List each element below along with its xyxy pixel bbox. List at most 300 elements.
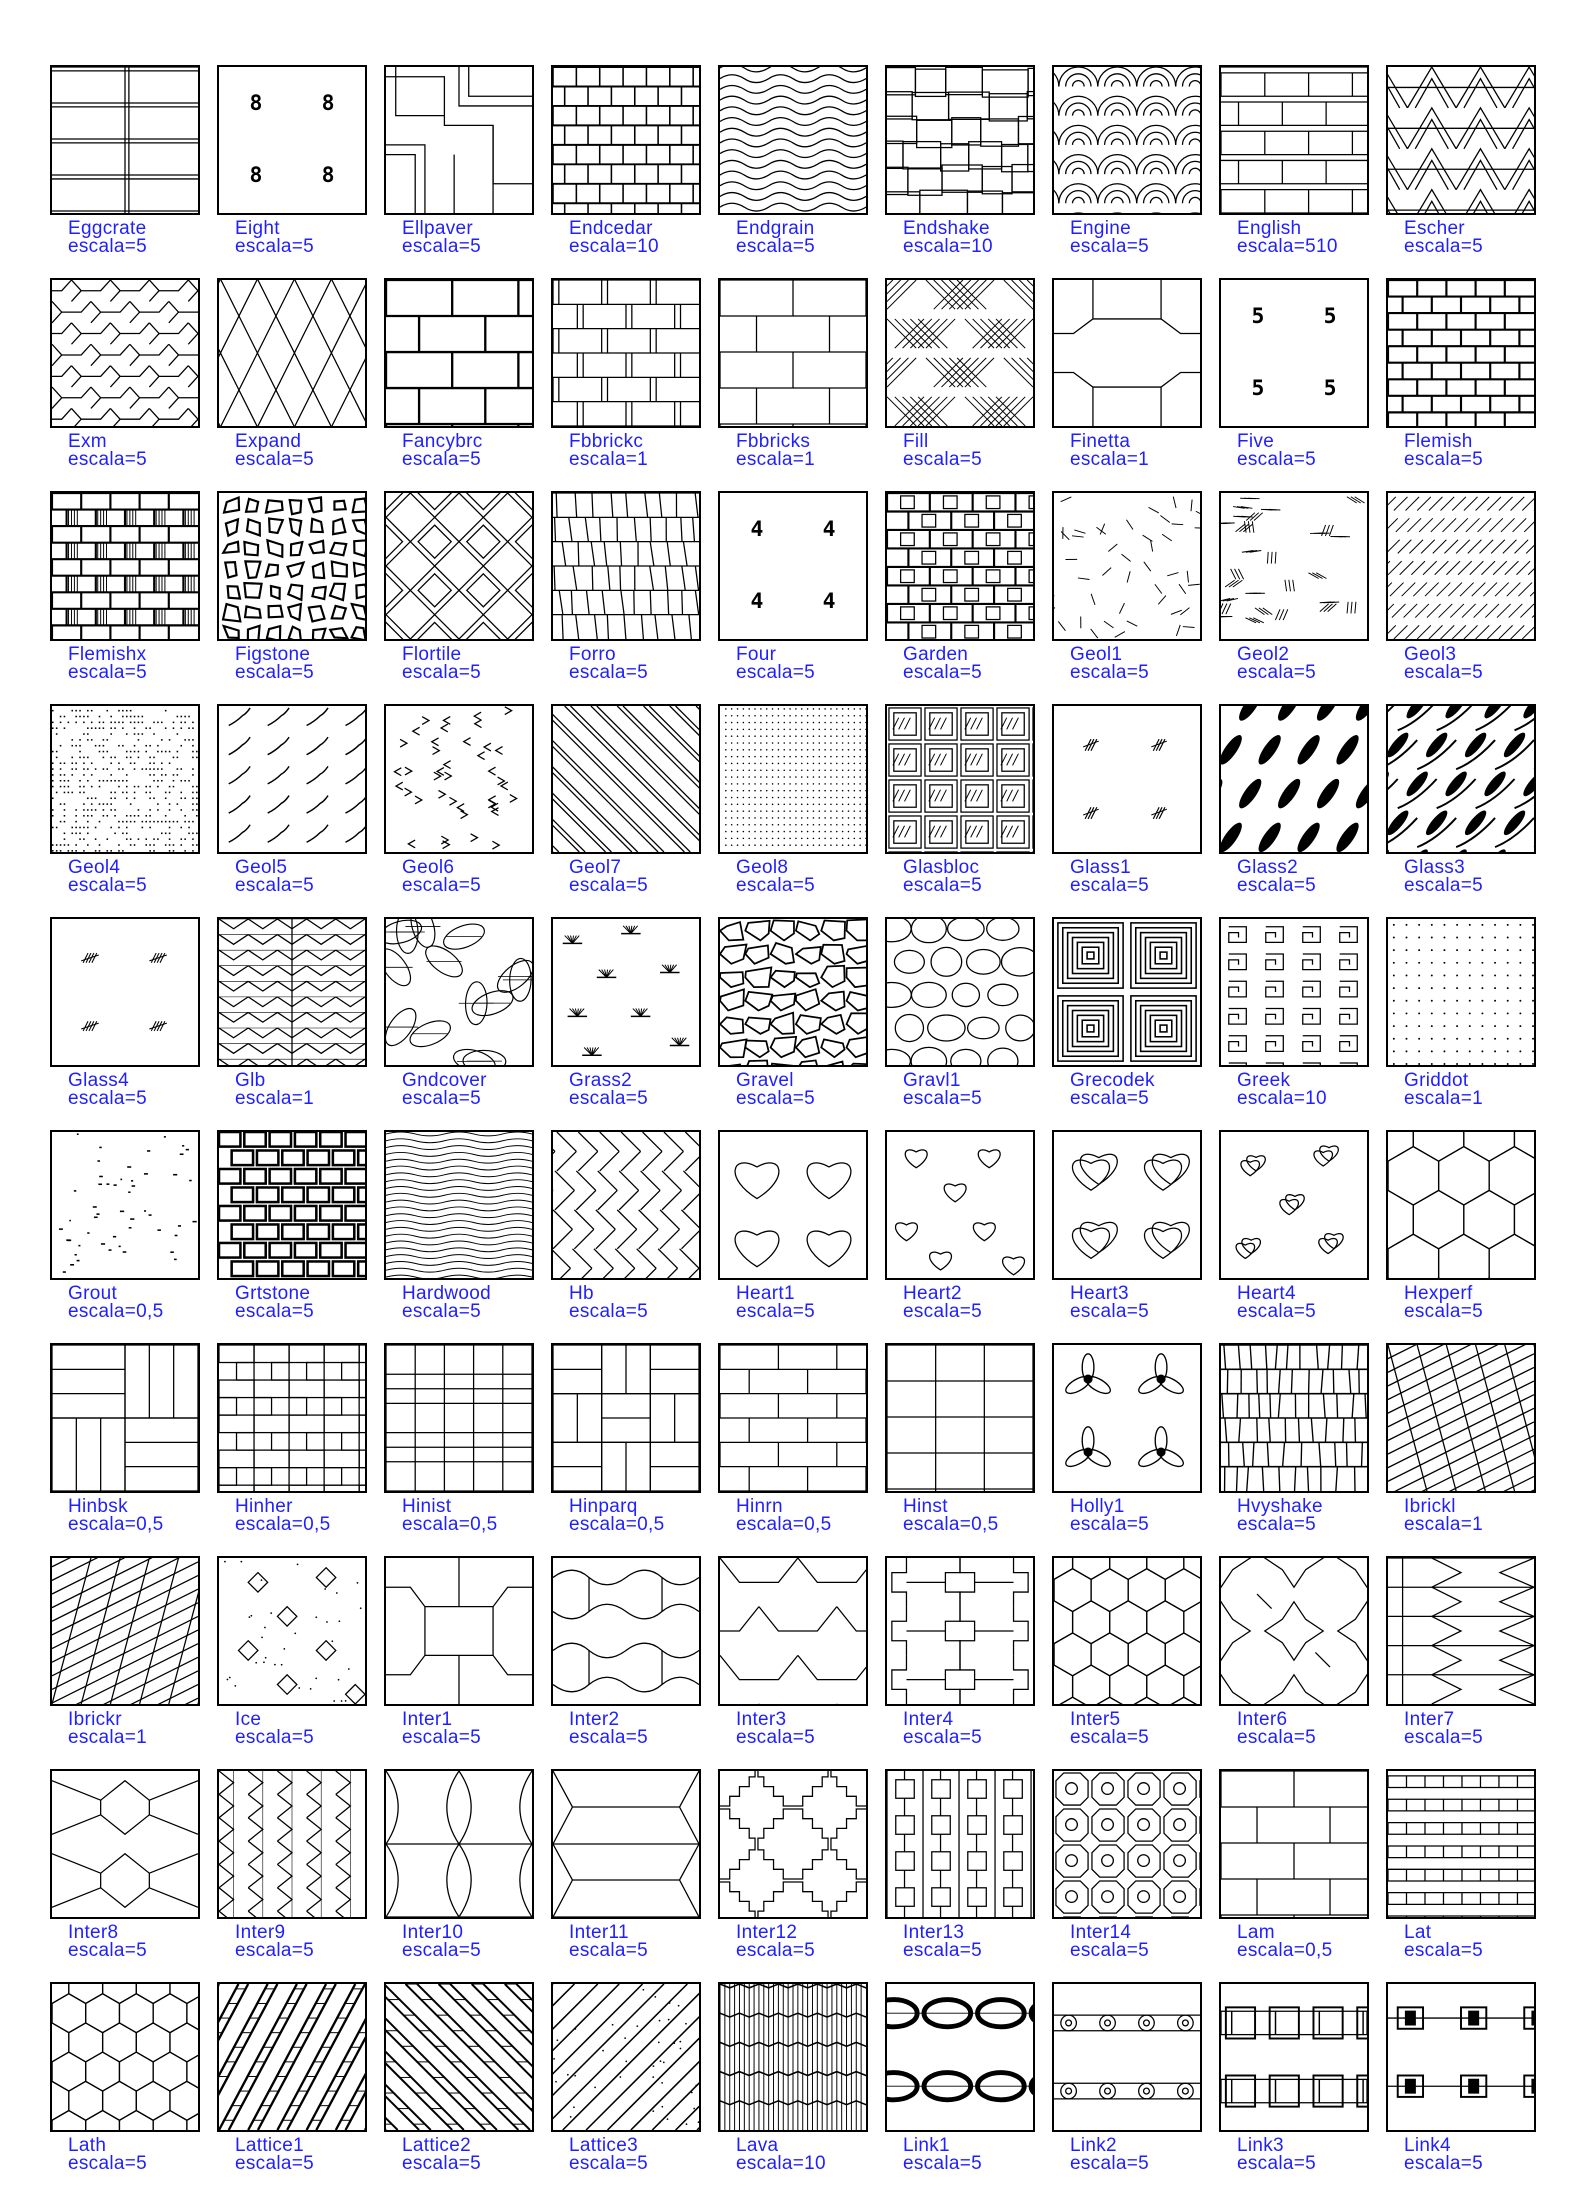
heart3-hatch-graphic [1054,1132,1200,1278]
pattern-cell-hardwood [384,1130,534,1330]
pattern-cell-gravl1 [885,917,1035,1117]
pattern-swatch-hinst [885,1343,1035,1493]
pattern-swatch-lattice2 [384,1982,534,2132]
pattern-swatch-inter13 [885,1769,1035,1919]
pattern-scale: escala=5 [235,449,314,470]
expand-hatch-graphic [219,280,365,426]
pattern-cell-inter6 [1219,1556,1369,1756]
pattern-swatch-escher [1386,65,1536,215]
pattern-name: Link4 [1404,2135,1451,2156]
pattern-cell-lath [50,1982,200,2182]
holly1-hatch-graphic [1054,1345,1200,1491]
pattern-name: Hinst [903,1496,948,1517]
pattern-name: Geol4 [68,857,121,878]
pattern-swatch-glass3 [1386,704,1536,854]
pattern-name: Lam [1237,1922,1275,1943]
pattern-swatch-gravel [718,917,868,1067]
pattern-scale: escala=5 [736,1940,815,1961]
pattern-swatch-endgrain [718,65,868,215]
pattern-cell-lattice3 [551,1982,701,2182]
pattern-scale: escala=5 [1070,236,1149,257]
pattern-name: Flortile [402,644,462,665]
ibrickr-hatch-graphic [52,1558,198,1704]
figstone-hatch-graphic [219,493,365,639]
pattern-scale: escala=1 [235,1088,314,1109]
svg-text:8: 8 [321,163,335,189]
ibrickl-hatch-graphic [1388,1345,1534,1491]
pattern-cell-link3 [1219,1982,1369,2182]
pattern-scale: escala=5 [68,662,147,683]
pattern-cell-grecodek [1052,917,1202,1117]
pattern-swatch-heart4 [1219,1130,1369,1280]
pattern-cell-griddot [1386,917,1536,1117]
pattern-cell-lam [1219,1769,1369,1969]
pattern-swatch-inter7 [1386,1556,1536,1706]
geol5-hatch-graphic [219,706,365,852]
pattern-cell-grout [50,1130,200,1330]
pattern-name: English [1237,218,1302,239]
pattern-name: Ibrickl [1404,1496,1456,1517]
lat-hatch-graphic [1388,1771,1534,1917]
pattern-swatch-glasbloc [885,704,1035,854]
pattern-name: Geol8 [736,857,789,878]
pattern-cell-fbbricks [718,278,868,478]
forro-hatch-graphic [553,493,699,639]
inter4-hatch-graphic [887,1558,1033,1704]
gravel-hatch-graphic [720,919,866,1065]
pattern-swatch-exm [50,278,200,428]
pattern-name: Hinrn [736,1496,783,1517]
pattern-cell-garden [885,491,1035,691]
glass3-hatch-graphic [1388,706,1534,852]
pattern-name: Endshake [903,218,990,239]
pattern-scale: escala=5 [569,2153,648,2174]
pattern-name: Geol1 [1070,644,1123,665]
pattern-scale: escala=5 [68,449,147,470]
hinparq-hatch-graphic [553,1345,699,1491]
pattern-scale: escala=5 [1070,2153,1149,2174]
pattern-swatch-figstone [217,491,367,641]
svg-text:4: 4 [750,589,764,615]
pattern-cell-geol1 [1052,491,1202,691]
pattern-name: Four [736,644,777,665]
pattern-cell-hexperf [1386,1130,1536,1330]
pattern-cell-five [1219,278,1369,478]
pattern-scale: escala=5 [1404,875,1483,896]
pattern-swatch-endshake [885,65,1035,215]
pattern-scale: escala=5 [1237,1514,1316,1535]
pattern-cell-inter5 [1052,1556,1202,1756]
pattern-swatch-inter12 [718,1769,868,1919]
pattern-name: Glass2 [1237,857,1298,878]
pattern-name: Inter5 [1070,1709,1121,1730]
pattern-swatch-heart3 [1052,1130,1202,1280]
pattern-swatch-inter6 [1219,1556,1369,1706]
pattern-name: Geol3 [1404,644,1457,665]
pattern-swatch-inter14 [1052,1769,1202,1919]
pattern-cell-link2 [1052,1982,1202,2182]
pattern-cell-glass3 [1386,704,1536,904]
pattern-name: Lattice2 [402,2135,471,2156]
pattern-name: Lath [68,2135,107,2156]
pattern-swatch-geol6 [384,704,534,854]
glass1-hatch-graphic [1054,706,1200,852]
pattern-cell-link1 [885,1982,1035,2182]
pattern-scale: escala=5 [235,1727,314,1748]
pattern-cell-flemish [1386,278,1536,478]
pattern-scale: escala=5 [235,662,314,683]
pattern-name: Hinher [235,1496,293,1517]
pattern-scale: escala=5 [1237,449,1316,470]
pattern-name: Inter7 [1404,1709,1455,1730]
link1-hatch-graphic [887,1984,1033,2130]
pattern-swatch-hinbsk [50,1343,200,1493]
pattern-scale: escala=0,5 [68,1301,164,1322]
pattern-scale: escala=0,5 [402,1514,498,1535]
garden-hatch-graphic [887,493,1033,639]
pattern-scale: escala=5 [402,662,481,683]
geol6-hatch-graphic [386,706,532,852]
pattern-name: Hexperf [1404,1283,1473,1304]
pattern-cell-glass2 [1219,704,1369,904]
inter14-hatch-graphic [1054,1771,1200,1917]
pattern-cell-link4 [1386,1982,1536,2182]
hardwood-hatch-graphic [386,1132,532,1278]
pattern-name: Grout [68,1283,118,1304]
pattern-scale: escala=5 [1237,1727,1316,1748]
pattern-cell-ice [217,1556,367,1756]
geol1-hatch-graphic [1054,493,1200,639]
endcedar-hatch-graphic [553,67,699,213]
pattern-scale: escala=0,5 [569,1514,665,1535]
pattern-cell-figstone [217,491,367,691]
pattern-swatch-eight [217,65,367,215]
grecodek-hatch-graphic [1054,919,1200,1065]
pattern-name: Hvyshake [1237,1496,1323,1517]
pattern-name: Hb [569,1283,594,1304]
pattern-swatch-lath [50,1982,200,2132]
pattern-cell-heart2 [885,1130,1035,1330]
pattern-name: Heart4 [1237,1283,1296,1304]
pattern-swatch-link4 [1386,1982,1536,2132]
fbbrickc-hatch-graphic [553,280,699,426]
pattern-swatch-hardwood [384,1130,534,1280]
pattern-scale: escala=10 [903,236,993,257]
pattern-swatch-grout [50,1130,200,1280]
pattern-swatch-lava [718,1982,868,2132]
pattern-name: Endgrain [736,218,815,239]
glass4-hatch-graphic [52,919,198,1065]
pattern-cell-lattice1 [217,1982,367,2182]
pattern-scale: escala=5 [1237,875,1316,896]
pattern-swatch-fancybrc [384,278,534,428]
pattern-cell-four [718,491,868,691]
pattern-name: Gndcover [402,1070,487,1091]
pattern-scale: escala=1 [736,449,815,470]
heart2-hatch-graphic [887,1132,1033,1278]
pattern-swatch-engine [1052,65,1202,215]
pattern-scale: escala=5 [903,1940,982,1961]
pattern-swatch-grass2 [551,917,701,1067]
pattern-cell-flortile [384,491,534,691]
pattern-name: Ellpaver [402,218,474,239]
inter12-hatch-graphic [720,1771,866,1917]
pattern-name: Grass2 [569,1070,633,1091]
lava-hatch-graphic [720,1984,866,2130]
hinher-hatch-graphic [219,1345,365,1491]
pattern-swatch-flemishx [50,491,200,641]
pattern-swatch-inter9 [217,1769,367,1919]
pattern-cell-greek [1219,917,1369,1117]
four-hatch-graphic [720,493,866,639]
pattern-swatch-geol1 [1052,491,1202,641]
pattern-scale: escala=5 [402,2153,481,2174]
pattern-scale: escala=5 [1070,1301,1149,1322]
pattern-name: Expand [235,431,302,452]
gravl1-hatch-graphic [887,919,1033,1065]
pattern-scale: escala=5 [68,236,147,257]
glass2-hatch-graphic [1221,706,1367,852]
pattern-scale: escala=5 [1070,1940,1149,1961]
pattern-name: Flemish [1404,431,1473,452]
pattern-name: Forro [569,644,616,665]
pattern-swatch-gravl1 [885,917,1035,1067]
pattern-cell-hinist [384,1343,534,1543]
hinist-hatch-graphic [386,1345,532,1491]
pattern-name: Gravel [736,1070,794,1091]
pattern-name: Glass1 [1070,857,1131,878]
pattern-scale: escala=5 [235,1301,314,1322]
inter1-hatch-graphic [386,1558,532,1704]
pattern-name: Inter13 [903,1922,965,1943]
link2-hatch-graphic [1054,1984,1200,2130]
pattern-cell-eight [217,65,367,265]
eggcrate-hatch-graphic [52,67,198,213]
pattern-swatch-fbbrickc [551,278,701,428]
pattern-swatch-inter2 [551,1556,701,1706]
pattern-name: Ice [235,1709,262,1730]
pattern-scale: escala=5 [235,236,314,257]
pattern-scale: escala=5 [736,875,815,896]
pattern-name: Link2 [1070,2135,1117,2156]
svg-text:4: 4 [822,516,836,542]
pattern-scale: escala=5 [68,2153,147,2174]
pattern-scale: escala=5 [68,1940,147,1961]
pattern-cell-geol4 [50,704,200,904]
flortile-hatch-graphic [386,493,532,639]
pattern-scale: escala=5 [235,875,314,896]
pattern-scale: escala=5 [402,1088,481,1109]
pattern-swatch-hb [551,1130,701,1280]
fbbricks-hatch-graphic [720,280,866,426]
pattern-cell-geol6 [384,704,534,904]
escher-hatch-graphic [1388,67,1534,213]
pattern-scale: escala=5 [1237,662,1316,683]
pattern-name: Hinparq [569,1496,638,1517]
pattern-name: Geol6 [402,857,455,878]
pattern-cell-glb [217,917,367,1117]
hinbsk-hatch-graphic [52,1345,198,1491]
pattern-cell-inter2 [551,1556,701,1756]
pattern-cell-inter8 [50,1769,200,1969]
pattern-cell-inter13 [885,1769,1035,1969]
pattern-scale: escala=5 [1237,1301,1316,1322]
pattern-name: Gravl1 [903,1070,961,1091]
grout-hatch-graphic [52,1132,198,1278]
pattern-name: Hardwood [402,1283,492,1304]
pattern-cell-endcedar [551,65,701,265]
inter2-hatch-graphic [553,1558,699,1704]
pattern-name: Lattice1 [235,2135,304,2156]
pattern-cell-eggcrate [50,65,200,265]
hexperf-hatch-graphic [1388,1132,1534,1278]
finetta-hatch-graphic [1054,280,1200,426]
pattern-swatch-hinist [384,1343,534,1493]
pattern-scale: escala=1 [1070,449,1149,470]
pattern-cell-inter1 [384,1556,534,1756]
pattern-cell-geol5 [217,704,367,904]
lattice1-hatch-graphic [219,1984,365,2130]
pattern-scale: escala=5 [903,875,982,896]
inter5-hatch-graphic [1054,1558,1200,1704]
pattern-cell-hinparq [551,1343,701,1543]
pattern-name: Garden [903,644,969,665]
pattern-cell-glass1 [1052,704,1202,904]
pattern-swatch-geol3 [1386,491,1536,641]
lattice2-hatch-graphic [386,1984,532,2130]
pattern-name: Five [1237,431,1275,452]
pattern-swatch-geol2 [1219,491,1369,641]
pattern-scale: escala=5 [736,662,815,683]
pattern-swatch-ibrickl [1386,1343,1536,1493]
pattern-scale: escala=5 [736,236,815,257]
pattern-name: Griddot [1404,1070,1469,1091]
pattern-cell-lat [1386,1769,1536,1969]
pattern-name: Inter9 [235,1922,286,1943]
pattern-swatch-garden [885,491,1035,641]
inter11-hatch-graphic [553,1771,699,1917]
pattern-cell-engine [1052,65,1202,265]
gndcover-hatch-graphic [386,919,532,1065]
pattern-name: Greek [1237,1070,1291,1091]
pattern-cell-endgrain [718,65,868,265]
pattern-swatch-hinher [217,1343,367,1493]
pattern-name: Grecodek [1070,1070,1155,1091]
pattern-name: Fbbrickc [569,431,644,452]
inter3-hatch-graphic [720,1558,866,1704]
pattern-name: Lattice3 [569,2135,638,2156]
pattern-scale: escala=5 [903,449,982,470]
pattern-scale: escala=5 [569,1727,648,1748]
pattern-cell-geol7 [551,704,701,904]
pattern-cell-endshake [885,65,1035,265]
pattern-swatch-four [718,491,868,641]
svg-text:5: 5 [1251,376,1265,402]
pattern-name: Eggcrate [68,218,147,239]
pattern-cell-inter10 [384,1769,534,1969]
pattern-scale: escala=1 [569,449,648,470]
pattern-cell-inter11 [551,1769,701,1969]
pattern-cell-expand [217,278,367,478]
pattern-cell-hvyshake [1219,1343,1369,1543]
pattern-scale: escala=1 [1404,1514,1483,1535]
pattern-cell-hinst [885,1343,1035,1543]
pattern-swatch-hexperf [1386,1130,1536,1280]
pattern-scale: escala=0,5 [1237,1940,1333,1961]
pattern-cell-inter3 [718,1556,868,1756]
pattern-scale: escala=5 [903,2153,982,2174]
heart1-hatch-graphic [720,1132,866,1278]
pattern-cell-ellpaver [384,65,534,265]
pattern-swatch-hvyshake [1219,1343,1369,1493]
pattern-swatch-forro [551,491,701,641]
inter8-hatch-graphic [52,1771,198,1917]
pattern-swatch-griddot [1386,917,1536,1067]
pattern-scale: escala=5 [569,1088,648,1109]
pattern-swatch-hinparq [551,1343,701,1493]
pattern-name: Fill [903,431,929,452]
pattern-swatch-holly1 [1052,1343,1202,1493]
pattern-scale: escala=5 [402,449,481,470]
svg-text:5: 5 [1251,303,1265,329]
svg-text:4: 4 [822,589,836,615]
pattern-scale: escala=5 [402,236,481,257]
pattern-scale: escala=5 [1070,1727,1149,1748]
endshake-hatch-graphic [887,67,1033,213]
endgrain-hatch-graphic [720,67,866,213]
pattern-name: Inter1 [402,1709,453,1730]
inter10-hatch-graphic [386,1771,532,1917]
pattern-scale: escala=10 [736,2153,826,2174]
hinrn-hatch-graphic [720,1345,866,1491]
pattern-cell-hinrn [718,1343,868,1543]
pattern-swatch-hinrn [718,1343,868,1493]
pattern-scale: escala=5 [1404,2153,1483,2174]
svg-text:8: 8 [321,90,335,116]
svg-text:5: 5 [1323,376,1337,402]
pattern-scale: escala=5 [569,1301,648,1322]
pattern-cell-flemishx [50,491,200,691]
pattern-name: Hinist [402,1496,452,1517]
pattern-swatch-geol5 [217,704,367,854]
pattern-scale: escala=5 [1404,662,1483,683]
pattern-swatch-fill [885,278,1035,428]
pattern-name: Fancybrc [402,431,483,452]
pattern-swatch-inter8 [50,1769,200,1919]
pattern-name: Inter4 [903,1709,954,1730]
pattern-name: Inter6 [1237,1709,1288,1730]
pattern-swatch-inter4 [885,1556,1035,1706]
pattern-swatch-lattice3 [551,1982,701,2132]
ice-hatch-graphic [219,1558,365,1704]
pattern-name: Flemishx [68,644,147,665]
pattern-swatch-inter10 [384,1769,534,1919]
pattern-cell-glass4 [50,917,200,1117]
inter9-hatch-graphic [219,1771,365,1917]
pattern-name: Heart1 [736,1283,795,1304]
pattern-cell-inter14 [1052,1769,1202,1969]
pattern-swatch-grecodek [1052,917,1202,1067]
pattern-cell-inter12 [718,1769,868,1969]
pattern-scale: escala=5 [736,1727,815,1748]
pattern-swatch-heart1 [718,1130,868,1280]
pattern-name: Glass3 [1404,857,1465,878]
pattern-scale: escala=10 [1237,1088,1327,1109]
pattern-cell-holly1 [1052,1343,1202,1543]
pattern-name: Lava [736,2135,779,2156]
pattern-scale: escala=5 [736,1301,815,1322]
pattern-scale: escala=5 [1404,1301,1483,1322]
